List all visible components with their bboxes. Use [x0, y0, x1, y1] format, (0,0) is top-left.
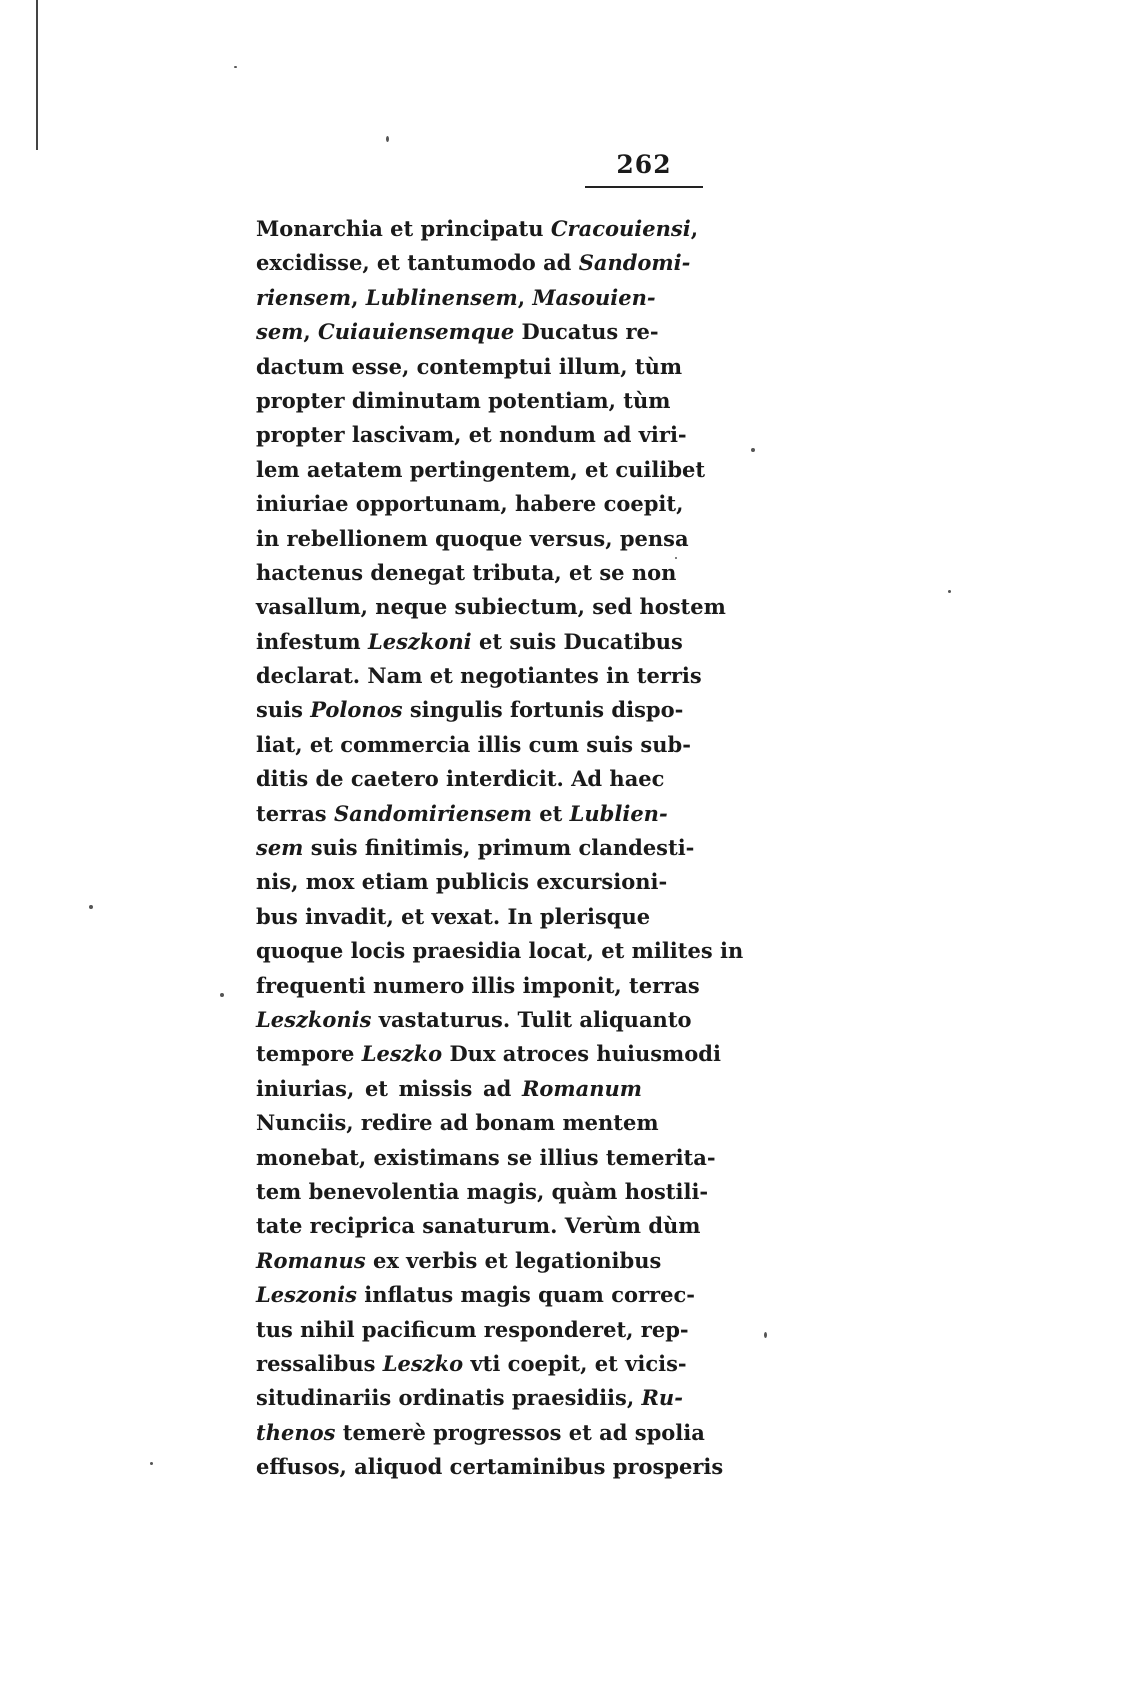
text-line [256, 453, 706, 487]
text-run: tem benevolentia magis, quàm hostili- [256, 1178, 709, 1204]
text-line [256, 693, 684, 727]
text-line [256, 934, 744, 968]
text-run: hactenus denegat tributa, et se non [256, 559, 677, 585]
text-run: Dux atroces huiusmodi [442, 1041, 721, 1067]
italic-text: riensem [256, 284, 352, 310]
text-line [256, 1037, 721, 1071]
italic-text: Sandomi- [578, 250, 691, 276]
text-line [256, 1209, 701, 1243]
text-line [256, 865, 668, 899]
text-line [256, 590, 726, 624]
text-run: bus invadit, et vexat. In plerisque [256, 903, 651, 929]
scan-speck [675, 557, 677, 559]
italic-text: Lublinensem [365, 284, 518, 310]
text-run: vti coepit, et vicis- [463, 1350, 687, 1376]
text-run: ressalibus [256, 1350, 383, 1376]
text-line [256, 212, 699, 246]
text-line [256, 900, 651, 934]
text-line [256, 1381, 683, 1415]
text-run: temerè progressos et ad spolia [335, 1419, 705, 1445]
text-line [256, 728, 691, 762]
italic-text: Leszonis [256, 1282, 357, 1308]
text-run: et suis Ducatibus [471, 628, 683, 654]
text-line [256, 522, 689, 556]
text-run: quoque locis praesidia locat, et milites in [256, 938, 744, 964]
text-run: suis [256, 697, 311, 723]
text-line [256, 1416, 705, 1450]
text-run: , [351, 284, 366, 310]
text-line [256, 1072, 642, 1106]
text-run: , [690, 216, 699, 241]
italic-text: thenos [256, 1419, 336, 1445]
text-run: liat, et commercia illis cum suis sub- [256, 731, 691, 757]
italic-text: Sandomiriensem [333, 800, 532, 826]
text-run: ditis de caetero interdicit. Ad haec [256, 766, 665, 792]
text-run: excidisse, et tantumodo ad [256, 250, 579, 276]
text-run: et [531, 800, 570, 826]
text-line [256, 969, 700, 1003]
text-run: frequenti numero illis imponit, terras [256, 972, 700, 998]
text-run: Ducatus re- [514, 319, 659, 345]
text-run: , [303, 319, 319, 345]
scan-speck [764, 1332, 767, 1338]
text-run: tempore [256, 1041, 362, 1067]
text-run: terras [256, 800, 334, 826]
text-line [256, 797, 668, 831]
text-run: singulis fortunis dispo- [402, 697, 684, 723]
italic-text: Cuiauiensemque [318, 319, 515, 345]
header-rule [585, 186, 703, 188]
text-run: in rebellionem quoque versus, pensa [256, 525, 689, 551]
italic-text: Leszkonis [256, 1006, 372, 1032]
scan-speck [89, 905, 93, 909]
text-run: Nunciis, redire ad bonam mentem [256, 1110, 659, 1136]
text-run: propter diminutam potentiam, tùm [256, 387, 671, 413]
text-line [256, 831, 695, 865]
text-run: , [517, 284, 533, 310]
text-line [256, 1106, 659, 1140]
page-number: 262 [616, 150, 672, 179]
text-run: iniuriae opportunam, habere coepit, [256, 491, 684, 517]
scan-speck [220, 993, 224, 997]
italic-text: Lublien- [569, 800, 668, 826]
text-run: situdinariis ordinatis praesidiis, [256, 1385, 642, 1411]
text-line [256, 625, 683, 659]
text-run: effusos, aliquod certaminibus prosperis [256, 1454, 724, 1480]
text-run: propter lascivam, et nondum ad viri- [256, 422, 687, 448]
text-run: tate reciprica sanaturum. Verùm dùm [256, 1213, 701, 1239]
italic-text: sem [256, 319, 304, 345]
text-line [256, 315, 659, 349]
italic-text: Romanus [256, 1247, 366, 1273]
text-run: nis, mox etiam publicis excursioni- [256, 869, 668, 895]
text-line [256, 1313, 689, 1347]
text-line [256, 1244, 662, 1278]
text-run: tus nihil pacificum responderet, rep- [256, 1316, 689, 1342]
italic-text: Romanum [521, 1075, 642, 1101]
text-line [256, 1175, 709, 1209]
text-run: lem aetatem pertingentem, et cuilibet [256, 456, 706, 482]
text-run: vasallum, neque subiectum, sed hostem [256, 594, 726, 620]
text-line [256, 659, 702, 693]
scan-speck [751, 448, 755, 452]
italic-text: Leszkoni [367, 628, 472, 654]
italic-text: Leszko [361, 1041, 443, 1067]
text-line [256, 384, 671, 418]
italic-text: Polonos [310, 697, 403, 723]
italic-text: Cracouiensi [550, 216, 691, 241]
text-line [256, 1003, 692, 1037]
text-line [256, 556, 677, 590]
text-line [256, 418, 687, 452]
scan-speck [234, 66, 237, 68]
italic-text: Leszko [382, 1350, 464, 1376]
text-run: infestum [256, 628, 368, 654]
scan-speck [150, 1462, 153, 1465]
text-run: monebat, existimans se illius temerita- [256, 1144, 716, 1170]
text-run: ex verbis et legationibus [365, 1247, 662, 1273]
text-run: iniurias, et missis ad [256, 1075, 522, 1101]
text-run: Monarchia et principatu [256, 216, 551, 241]
text-line [256, 1278, 695, 1312]
page-margin-rule [36, 0, 38, 150]
text-run: declarat. Nam et negotiantes in terris [256, 663, 702, 689]
text-line [256, 1347, 687, 1381]
text-line [256, 1450, 724, 1484]
italic-text: Masouien- [532, 284, 656, 310]
text-line [256, 1141, 716, 1175]
scan-speck [948, 590, 951, 593]
text-run: inflatus magis quam correc- [356, 1282, 695, 1308]
scan-speck [386, 136, 389, 142]
body-text [256, 212, 744, 1484]
italic-text: sem [256, 835, 304, 861]
text-run: suis finitimis, primum clandesti- [303, 835, 695, 861]
italic-text: Ru- [641, 1385, 683, 1411]
text-line [256, 762, 665, 796]
text-run: vastaturus. Tulit aliquanto [371, 1006, 692, 1032]
text-line [256, 350, 683, 384]
text-run: dactum esse, contemptui illum, tùm [256, 353, 683, 379]
text-line [256, 487, 684, 521]
text-line [256, 281, 656, 315]
text-line [256, 246, 691, 280]
